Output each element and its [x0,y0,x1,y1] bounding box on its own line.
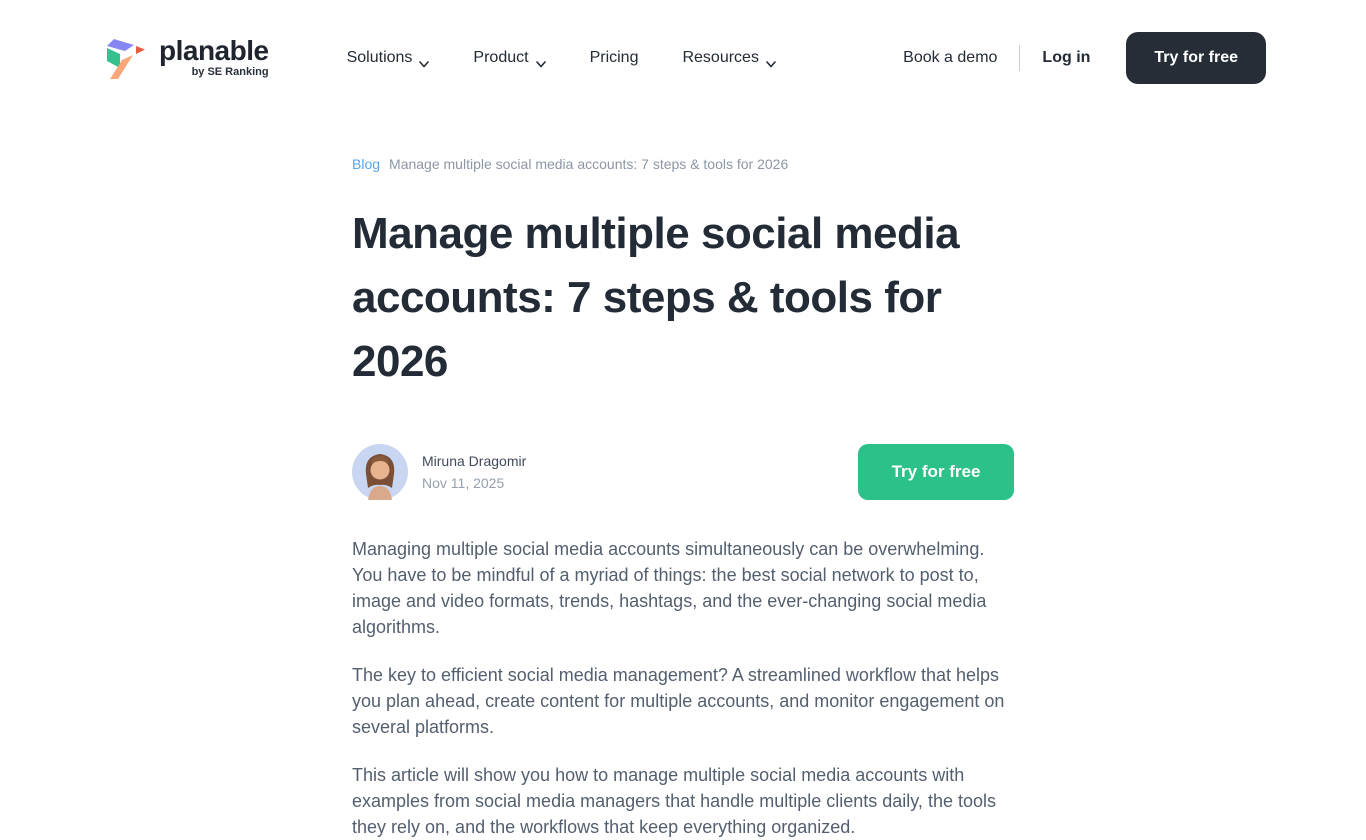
header-try-for-free-button[interactable]: Try for free [1126,32,1266,84]
nav-item-product[interactable] [473,49,545,67]
nav-label: Solutions [346,49,413,66]
nav-item-solutions[interactable] [347,49,430,67]
paragraph: The key to efficient social media management? A streamlined workflow that helps you plan ahead, create content for multiple accounts, and monitor engagement on several platforms. [352,665,1005,737]
article-body [352,536,1014,840]
chevron-down-icon [536,55,546,62]
paragraph: Managing multiple social media accounts simultaneously can be overwhelming. You have to be mindful of a myriad of things: the best social network to post to, image and video formats, trends, hashtags, and the ever-changing social media algorithms. [352,539,987,637]
header-divider [1019,45,1020,71]
nav-item-resources[interactable] [682,49,775,67]
log-in-link[interactable]: Log in [1042,49,1091,66]
breadcrumb-blog-link[interactable]: Blog [352,156,381,172]
logo-text [159,36,269,78]
author-name: Miruna Dragomir [422,453,527,469]
author-info [422,453,526,491]
article-container [352,154,1014,840]
page-title: Manage multiple social media accounts: 7 steps & tools for 2026 [352,209,960,386]
article-try-for-free-button[interactable]: Try for free [858,444,1014,500]
breadcrumb-current-page: Manage multiple social media accounts: 7 steps & tools for 2026 [389,156,789,172]
nav-label: Product [473,49,529,66]
planable-logo-icon [105,38,149,80]
book-a-demo-link[interactable]: Book a demo [903,49,998,66]
nav-label: Pricing [589,49,639,66]
chevron-down-icon [766,55,776,62]
brand-name: planable [159,35,269,66]
paragraph: This article will show you how to manage multiple social media accounts with examples from social media managers that handle multiple clients daily, the tools they rely on, and the workflows that keep everything organized. [352,765,996,837]
main-nav [347,49,776,67]
brand-tagline: by SE Ranking [191,66,269,78]
breadcrumb [352,154,1014,174]
avatar [352,444,408,500]
author-block [352,444,526,500]
nav-label: Resources [682,49,759,66]
publish-date: Nov 11, 2025 [422,475,505,491]
planable-logo[interactable] [105,36,269,80]
nav-item-pricing[interactable] [590,49,639,67]
article-meta-row [352,444,1014,500]
site-header [0,0,1366,116]
chevron-down-icon [419,55,429,62]
header-actions [903,32,1266,84]
